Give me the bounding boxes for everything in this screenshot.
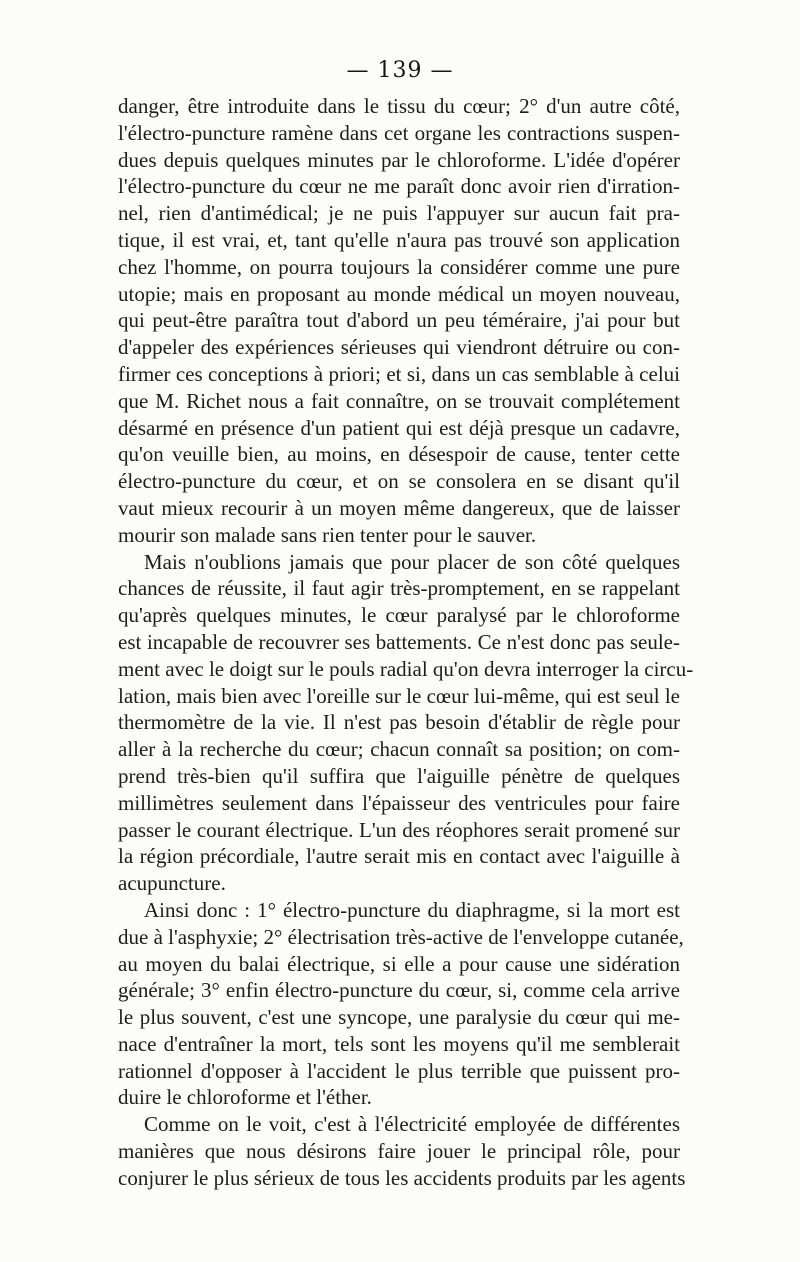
text-line: rationnel d'opposer à l'accident le plus terrible que puissent pro-: [118, 1058, 680, 1083]
text-line: qu'après quelques minutes, le cœur paralysé par le chloroforme: [118, 603, 680, 628]
text-line: est incapable de recouvrer ses battements. Ce n'est donc pas seule-: [118, 629, 680, 654]
text-line: firmer ces conceptions à priori; et si, dans un cas semblable à celui: [118, 361, 680, 386]
text-line: nace d'entraîner la mort, tels sont les moyens qu'il me semblerait: [118, 1031, 680, 1056]
text-line: Mais n'oublions jamais que pour placer de son côté quelques: [144, 549, 680, 574]
text-line: ment avec le doigt sur le pouls radial qu'on devra interroger la circu-: [118, 656, 694, 681]
text-line: désarmé en présence d'un patient qui est déjà presque un cadavre,: [118, 415, 680, 440]
text-line: conjurer le plus sérieux de tous les accidents produits par les agents: [118, 1165, 686, 1190]
paragraph: [118, 1111, 686, 1191]
text-line: le plus souvent, c'est une syncope, une paralysie du cœur qui me-: [118, 1005, 680, 1030]
text-line: l'électro-puncture du cœur ne me paraît donc avoir rien d'irration-: [118, 174, 680, 199]
text-line: prend très-bien qu'il suffira que l'aiguille pénètre de quelques: [118, 763, 680, 788]
text-line: manières que nous désirons faire jouer le principal rôle, pour: [118, 1139, 680, 1164]
text-line: danger, être introduite dans le tissu du cœur; 2° d'un autre côté,: [118, 94, 680, 118]
text-line: la région précordiale, l'autre serait mis en contact avec l'aiguille à: [118, 844, 680, 869]
text-line: acupuncture.: [118, 871, 226, 896]
text-line: tique, il est vrai, et, tant qu'elle n'aura pas trouvé son application: [118, 227, 680, 252]
text-line: millimètres seulement dans l'épaisseur des ventricules pour faire: [118, 790, 680, 815]
text-line: vaut mieux recourir à un moyen même dangereux, que de laisser: [118, 495, 680, 520]
text-line: duire le chloroforme et l'éther.: [118, 1085, 372, 1110]
text-line: chances de réussite, il faut agir très-promptement, en se rappelant: [118, 576, 680, 601]
text-line: Comme on le voit, c'est à l'électricité employée de différentes: [144, 1112, 680, 1137]
text-line: qui peut-être paraîtra tout d'abord un peu téméraire, j'ai pour but: [118, 308, 680, 333]
text-line: nel, rien d'antimédical; je ne puis l'appuyer sur aucun fait pra-: [118, 201, 680, 226]
page-number-header: — 139 —: [346, 58, 454, 83]
text-line: dues depuis quelques minutes par le chloroforme. L'idée d'opérer: [118, 147, 680, 172]
text-line: Ainsi donc : 1° électro-puncture du diaphragme, si la mort est: [144, 897, 680, 922]
text-line: générale; 3° enfin électro-puncture du cœur, si, comme cela arrive: [118, 978, 680, 1003]
text-line: au moyen du balai électrique, si elle a pour cause une sidération: [118, 951, 680, 976]
text-line: d'appeler des expériences sérieuses qui viendront détruire ou con-: [118, 335, 680, 360]
text-line: utopie; mais en proposant au monde médical un moyen nouveau,: [118, 281, 680, 306]
paragraph: [118, 897, 684, 1111]
paragraph: [118, 549, 694, 897]
text-line: électro-puncture du cœur, et on se consolera en se disant qu'il: [118, 469, 680, 494]
text-line: thermomètre de la vie. Il n'est pas besoin d'établir de règle pour: [118, 710, 680, 735]
paragraph: [118, 93, 680, 549]
text-line: aller à la recherche du cœur; chacun connaît sa position; on com-: [118, 737, 680, 762]
text-line: qu'on veuille bien, au moins, en désespoir de cause, tenter cette: [118, 442, 680, 467]
text-line: chez l'homme, on pourra toujours la considérer comme une pure: [118, 254, 680, 279]
text-line: passer le courant électrique. L'un des réophores serait promené sur: [118, 817, 680, 842]
text-line: l'électro-puncture ramène dans cet organe les contractions suspen-: [118, 120, 680, 145]
text-line: due à l'asphyxie; 2° électrisation très-active de l'enveloppe cutanée,: [118, 924, 684, 949]
text-line: mourir son malade sans rien tenter pour le sauver.: [118, 522, 537, 547]
body-text: [118, 93, 694, 1192]
text-line: que M. Richet nous a fait connaître, on se trouvait complétement: [118, 388, 680, 413]
text-line: lation, mais bien avec l'oreille sur le cœur lui-même, qui est seul le: [118, 683, 680, 708]
